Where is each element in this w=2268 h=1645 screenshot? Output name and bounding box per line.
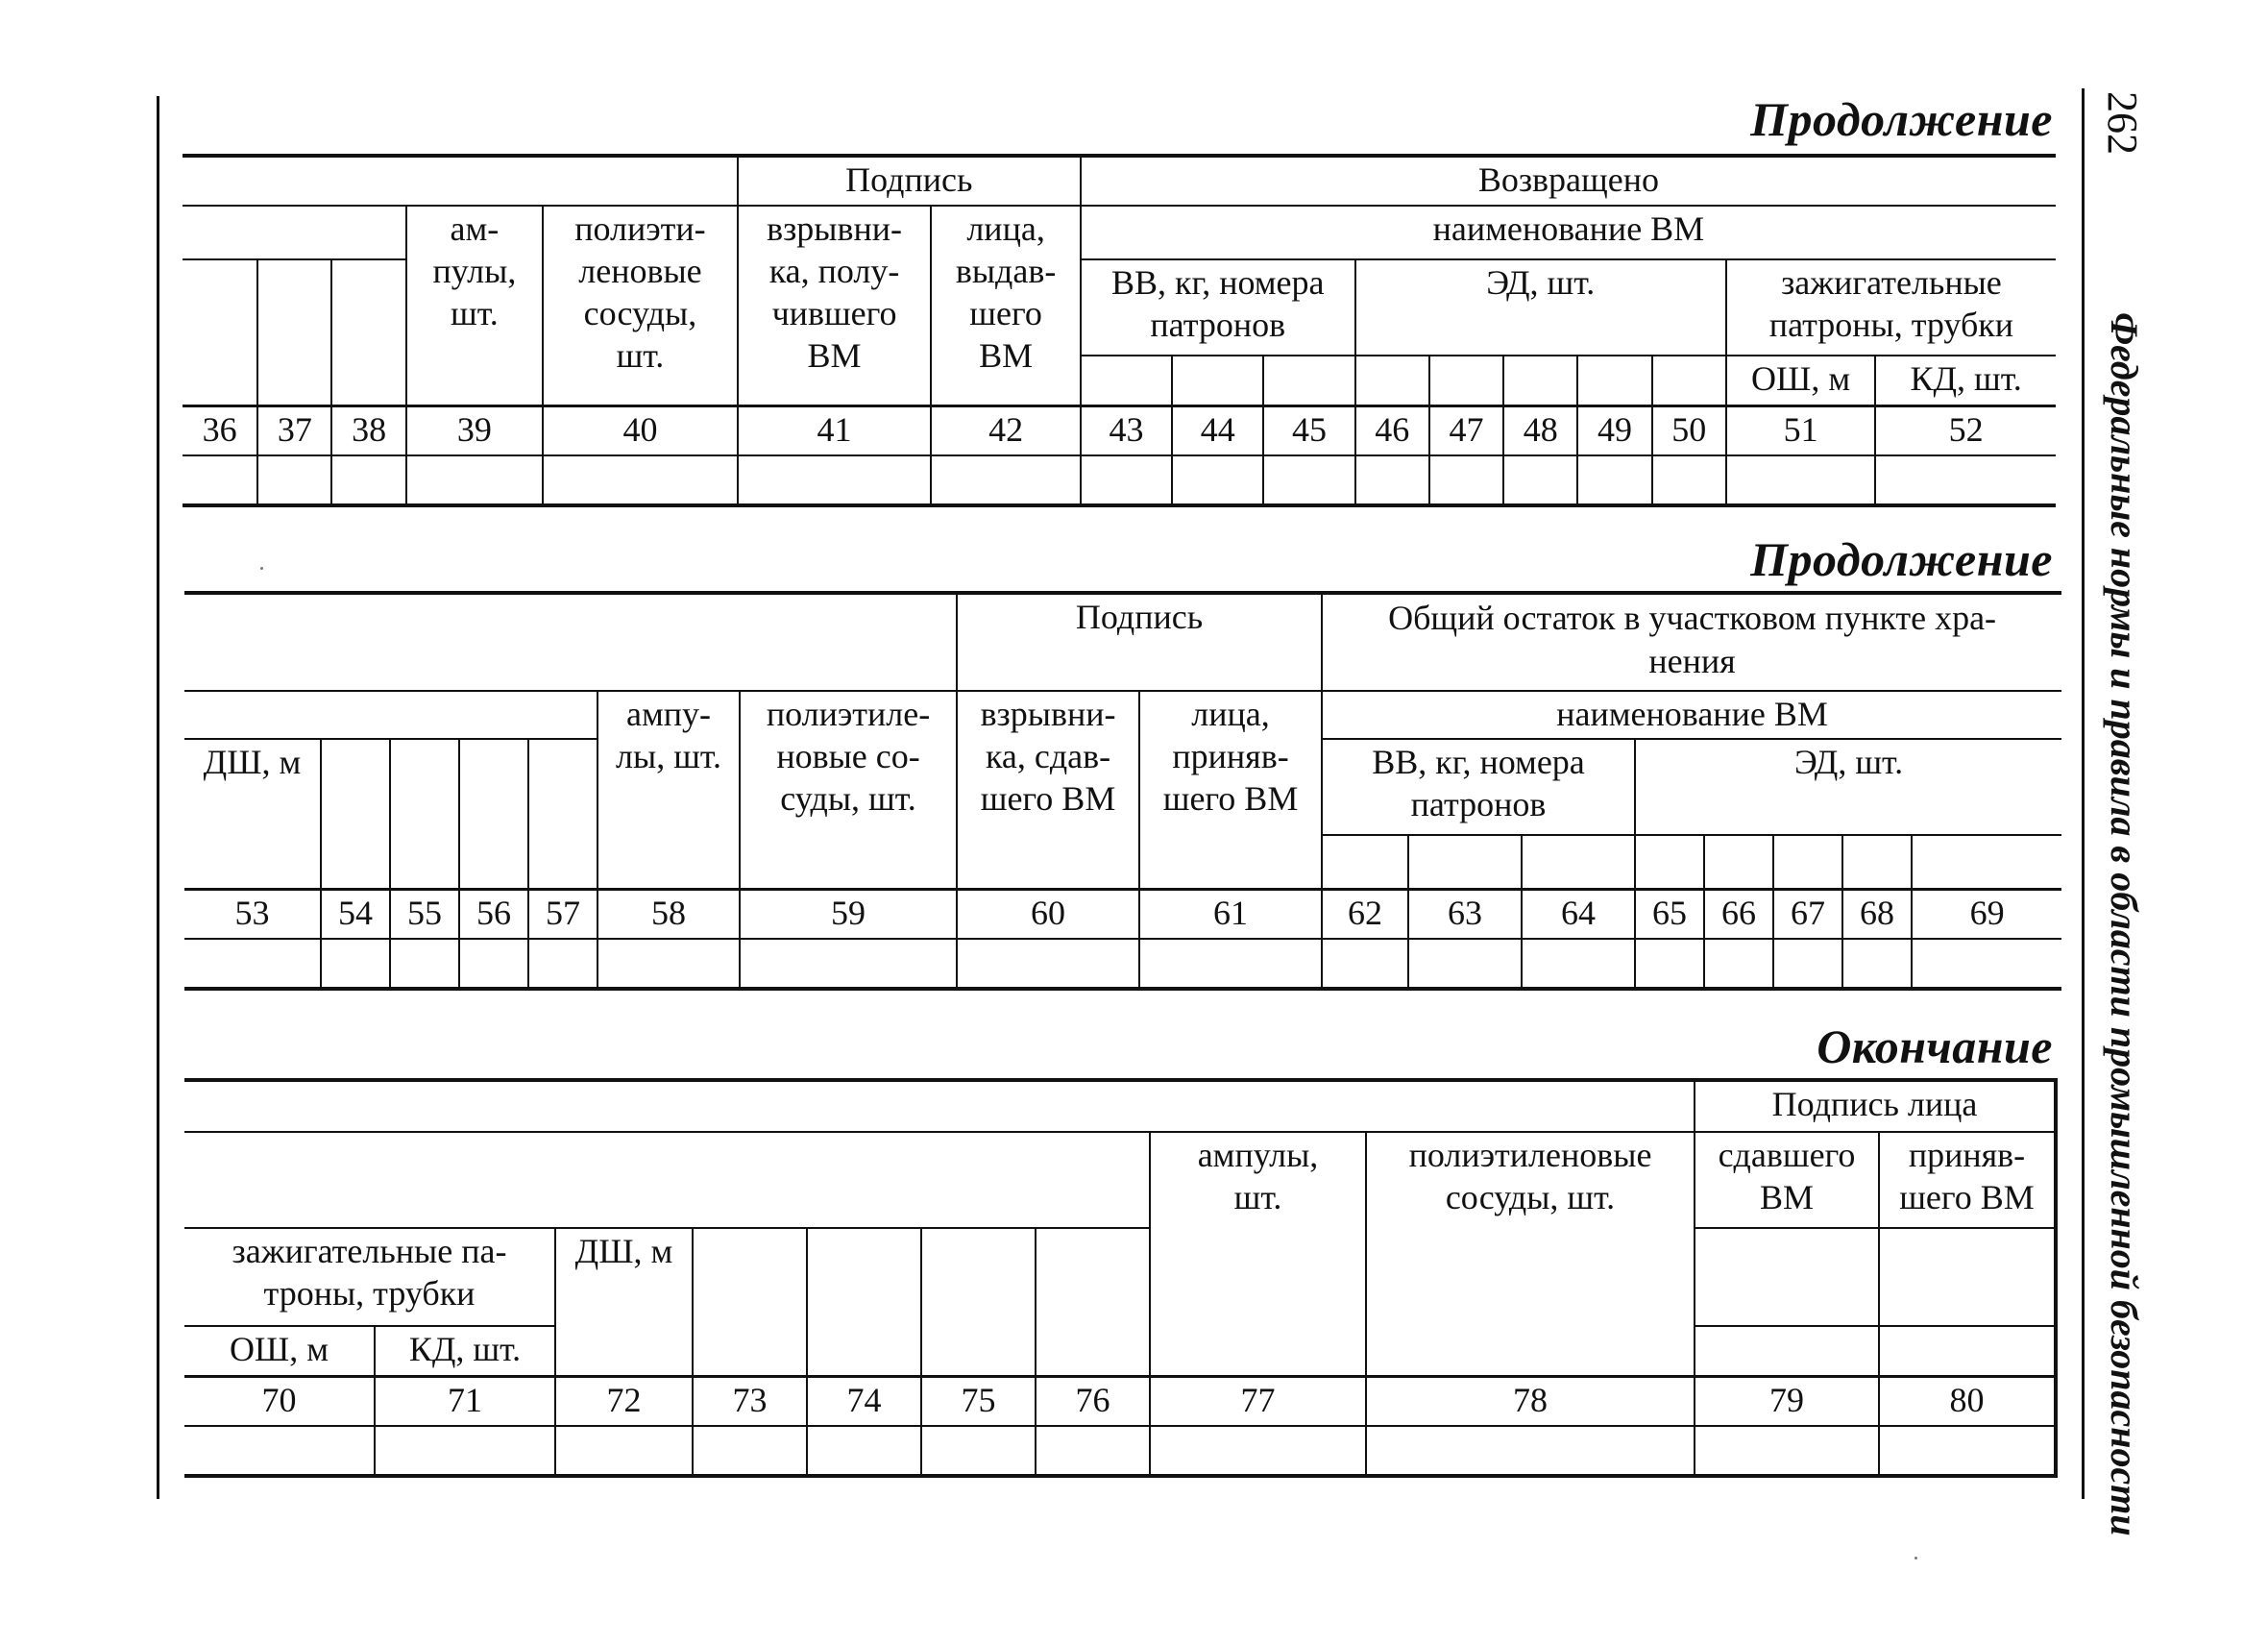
- blank-header-cell: [1322, 835, 1408, 889]
- empty-data-cell: [183, 455, 257, 505]
- empty-data-cell: [597, 939, 740, 989]
- empty-data-cell: [1842, 939, 1912, 989]
- empty-data-cell: [184, 1426, 375, 1476]
- empty-data-cell: [1322, 939, 1408, 989]
- column-number: 43: [1081, 405, 1172, 455]
- section2-table: [184, 591, 2061, 991]
- section3-table: [184, 1078, 2058, 1478]
- empty-data-cell: [740, 939, 957, 989]
- blank-header-cell: [1652, 356, 1726, 405]
- blaster-received-header: взрывни- ка, полу- чившего ВМ: [738, 206, 932, 405]
- blank-header-cell: [1704, 835, 1773, 889]
- empty-data-cell: [1695, 1426, 1879, 1476]
- blank-header-cell: [1522, 835, 1635, 889]
- blank-header-cell: [390, 739, 459, 889]
- ed-header: ЭД, шт.: [1355, 259, 1726, 356]
- speck: [1914, 1557, 1917, 1559]
- column-number: 41: [738, 405, 932, 455]
- poly-vessels-header: полиэтиленовые сосуды, шт.: [1366, 1132, 1695, 1376]
- column-number: 52: [1875, 405, 2056, 455]
- empty-data-cell: [459, 939, 528, 989]
- blank-header-cell: [184, 691, 597, 739]
- empty-data-cell: [406, 455, 543, 505]
- empty-data-cell: [957, 939, 1139, 989]
- speck: [260, 567, 263, 570]
- blank-header-cell: [1408, 835, 1522, 889]
- empty-data-cell: [1879, 1426, 2056, 1476]
- empty-data-cell: [931, 455, 1080, 505]
- section3-heading: Окончание: [1817, 1019, 2053, 1073]
- returned-header: Возвращено: [1081, 156, 2056, 206]
- column-number: 45: [1263, 405, 1354, 455]
- column-number: 70: [184, 1376, 375, 1426]
- ampoules-header: ам- пулы, шт.: [406, 206, 543, 405]
- signature-header: Подпись: [738, 156, 1081, 206]
- empty-data-cell: [1081, 455, 1172, 505]
- column-number: 50: [1652, 405, 1726, 455]
- column-number: 69: [1912, 889, 2061, 939]
- ampoules-header: ампу- лы, шт.: [597, 691, 740, 889]
- blank-header-cell: [1912, 835, 2061, 889]
- blank-header-cell: [1879, 1326, 2056, 1376]
- column-number: 54: [321, 889, 390, 939]
- column-number: 76: [1036, 1376, 1150, 1426]
- blank-header-cell: [1577, 356, 1651, 405]
- empty-data-cell: [1429, 455, 1503, 505]
- blank-header-cell: [1842, 835, 1912, 889]
- blank-header-cell: [528, 739, 597, 889]
- column-number: 44: [1172, 405, 1263, 455]
- left-margin-rule: [157, 96, 159, 1499]
- column-number: 79: [1695, 1376, 1879, 1426]
- blank-header-cell: [807, 1228, 921, 1376]
- empty-data-cell: [1036, 1426, 1150, 1476]
- blank-header-cell: [1635, 835, 1704, 889]
- column-number: 75: [921, 1376, 1036, 1426]
- column-number: 36: [183, 405, 257, 455]
- blank-header-cell: [921, 1228, 1036, 1376]
- empty-data-cell: [1355, 455, 1429, 505]
- osh-header: ОШ, м: [1726, 356, 1875, 405]
- blank-header-cell: [1503, 356, 1577, 405]
- empty-data-cell: [1503, 455, 1577, 505]
- empty-data-cell: [321, 939, 390, 989]
- signature-person-header: Подпись лица: [1695, 1080, 2056, 1132]
- blank-header-cell: [1355, 356, 1429, 405]
- igniters-header: зажигательные па- троны, трубки: [184, 1228, 555, 1326]
- empty-data-cell: [1773, 939, 1842, 989]
- empty-data-cell: [390, 939, 459, 989]
- column-number: 78: [1366, 1376, 1695, 1426]
- column-number: 61: [1139, 889, 1322, 939]
- blank-header-cell: [184, 593, 957, 691]
- empty-data-cell: [1635, 939, 1704, 989]
- empty-data-cell: [543, 455, 738, 505]
- blank-header-cell: [1695, 1228, 1879, 1326]
- blank-header-cell: [459, 739, 528, 889]
- dsh-header: ДШ, м: [555, 1228, 693, 1376]
- poly-vessels-header: полиэти- леновые сосуды, шт.: [543, 206, 738, 405]
- column-number: 55: [390, 889, 459, 939]
- column-number: 66: [1704, 889, 1773, 939]
- remainder-header: Общий остаток в участковом пункте хра- нения: [1322, 593, 2061, 691]
- dsh-header: ДШ, м: [184, 739, 321, 889]
- empty-data-cell: [257, 455, 331, 505]
- blank-header-cell: [1172, 356, 1263, 405]
- column-number: 63: [1408, 889, 1522, 939]
- blank-header-cell: [1429, 356, 1503, 405]
- blank-header-cell: [321, 739, 390, 889]
- empty-data-cell: [555, 1426, 693, 1476]
- person-accepted-header: лица, приняв- шего ВМ: [1139, 691, 1322, 889]
- column-number: 46: [1355, 405, 1429, 455]
- column-number: 37: [257, 405, 331, 455]
- blank-header-cell: [184, 1132, 1150, 1228]
- empty-data-cell: [1726, 455, 1875, 505]
- column-number: 53: [184, 889, 321, 939]
- blank-header-cell: [693, 1228, 807, 1376]
- column-number: 68: [1842, 889, 1912, 939]
- right-margin-rule: [2082, 88, 2085, 1499]
- empty-data-cell: [528, 939, 597, 989]
- empty-data-cell: [1139, 939, 1322, 989]
- empty-data-cell: [375, 1426, 555, 1476]
- blank-header-cell: [1879, 1228, 2056, 1326]
- blank-header-cell: [257, 259, 331, 405]
- empty-data-cell: [1875, 455, 2056, 505]
- blank-header-cell: [331, 259, 405, 405]
- column-number: 51: [1726, 405, 1875, 455]
- running-title: Федеральные нормы и правила в области промышленной безопасности: [2103, 312, 2146, 1536]
- blaster-handed-header: взрывни- ка, сдав- шего ВМ: [957, 691, 1139, 889]
- blank-header-cell: [184, 1080, 1695, 1132]
- handed-header: сдавшего ВМ: [1695, 1132, 1879, 1228]
- empty-data-cell: [1577, 455, 1651, 505]
- ampoules-header: ампулы, шт.: [1150, 1132, 1366, 1376]
- column-number: 48: [1503, 405, 1577, 455]
- vm-name-header: наименование ВМ: [1081, 206, 2056, 259]
- section1-table: [183, 154, 2056, 507]
- blank-header-cell: [1263, 356, 1354, 405]
- column-number: 49: [1577, 405, 1651, 455]
- column-number: 80: [1879, 1376, 2056, 1426]
- empty-data-cell: [1912, 939, 2061, 989]
- empty-data-cell: [331, 455, 405, 505]
- column-number: 57: [528, 889, 597, 939]
- empty-data-cell: [1408, 939, 1522, 989]
- empty-data-cell: [693, 1426, 807, 1476]
- column-number: 77: [1150, 1376, 1366, 1426]
- empty-data-cell: [184, 939, 321, 989]
- column-number: 40: [543, 405, 738, 455]
- column-number: 67: [1773, 889, 1842, 939]
- page-number: 262: [2099, 91, 2146, 155]
- blank-header-cell: [1036, 1228, 1150, 1376]
- column-number: 47: [1429, 405, 1503, 455]
- empty-data-cell: [1366, 1426, 1695, 1476]
- blank-header-cell: [1081, 356, 1172, 405]
- column-number: 72: [555, 1376, 693, 1426]
- ed-header: ЭД, шт.: [1635, 739, 2061, 835]
- empty-data-cell: [738, 455, 932, 505]
- column-number: 64: [1522, 889, 1635, 939]
- column-number: 58: [597, 889, 740, 939]
- blank-header-cell: [1695, 1326, 1879, 1376]
- igniters-header: зажигательные патроны, трубки: [1726, 259, 2056, 356]
- section1-heading: Продолжение: [1750, 92, 2053, 146]
- side-running-header: [2099, 91, 2147, 1536]
- column-number: 62: [1322, 889, 1408, 939]
- column-number: 73: [693, 1376, 807, 1426]
- column-number: 59: [740, 889, 957, 939]
- column-number: 42: [931, 405, 1080, 455]
- column-number: 38: [331, 405, 405, 455]
- column-number: 71: [375, 1376, 555, 1426]
- kd-header: КД, шт.: [375, 1326, 555, 1376]
- blank-header-cell: [183, 206, 406, 259]
- poly-vessels-header: полиэтиле- новые со- суды, шт.: [740, 691, 957, 889]
- column-number: 74: [807, 1376, 921, 1426]
- column-number: 39: [406, 405, 543, 455]
- empty-data-cell: [1652, 455, 1726, 505]
- vv-header: ВВ, кг, номера патронов: [1322, 739, 1635, 835]
- section2-heading: Продолжение: [1750, 532, 2053, 586]
- blank-header-cell: [183, 259, 257, 405]
- accepted-header: приняв- шего ВМ: [1879, 1132, 2056, 1228]
- blank-header-cell: [183, 156, 738, 206]
- column-number: 56: [459, 889, 528, 939]
- signature-header: Подпись: [957, 593, 1322, 691]
- osh-header: ОШ, м: [184, 1326, 375, 1376]
- blank-header-cell: [1773, 835, 1842, 889]
- empty-data-cell: [921, 1426, 1036, 1476]
- empty-data-cell: [1263, 455, 1354, 505]
- empty-data-cell: [1704, 939, 1773, 989]
- column-number: 65: [1635, 889, 1704, 939]
- empty-data-cell: [1172, 455, 1263, 505]
- column-number: 60: [957, 889, 1139, 939]
- empty-data-cell: [807, 1426, 921, 1476]
- vm-name-header: наименование ВМ: [1322, 691, 2061, 739]
- empty-data-cell: [1522, 939, 1635, 989]
- person-issued-header: лица, выдав- шего ВМ: [931, 206, 1080, 405]
- kd-header: КД, шт.: [1875, 356, 2056, 405]
- empty-data-cell: [1150, 1426, 1366, 1476]
- vv-header: ВВ, кг, номера патронов: [1081, 259, 1355, 356]
